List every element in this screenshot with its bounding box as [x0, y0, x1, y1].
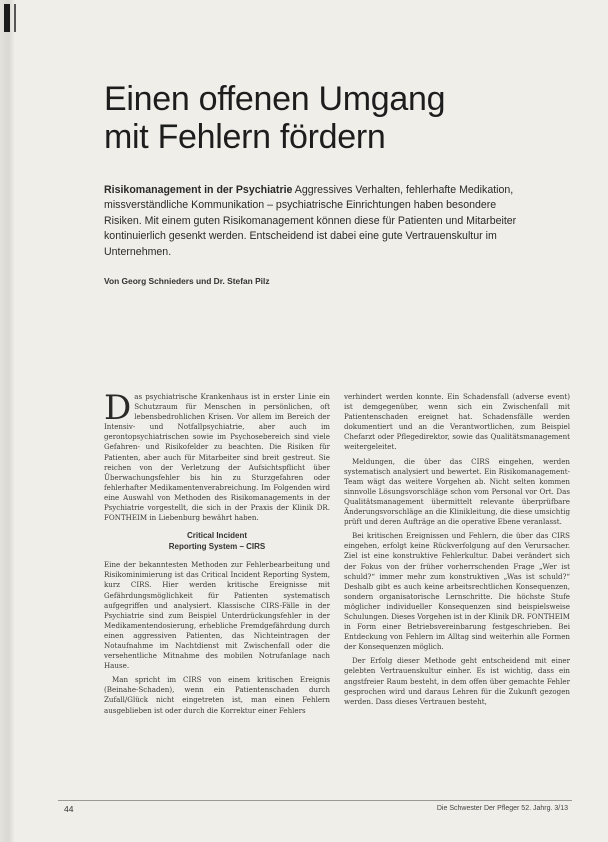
section-heading [104, 531, 330, 552]
lead-label: Risikomanagement in der Psychiatrie [104, 184, 293, 196]
title-line-1: Einen offenen Umgang [104, 80, 446, 118]
column-right [344, 392, 570, 711]
scan-edge [0, 0, 14, 842]
article-title [104, 80, 544, 156]
paragraph: Bei kritischen Ereignissen und Fehlern, die über das CIRS eingehen, erfolgt keine Rückverfolgung auf den Verursacher. Ziel ist eine konstruktive Fehlerkultur. Dabei verändert sich der Fokus von der früher vorherrschenden Frage „Wer ist schuld?“ immer mehr zum konstruktiven „Was ist schuld?“ Deshalb gibt es auch keine arbeitsrechtlichen Konsequenzen, sondern organisatorische Lernschritte. Die höchste Stufe möglicher individueller Konsequenzen sind beispielsweise Schulungen. Dieses Vorgehen ist in der Klinik DR. FONTHEIM in Form einer Betriebsvereinbarung festgeschrieben. Bei Entdeckung von Fehlern im Alltag sind weiterhin alle Formen der Konsequenzen möglich. [344, 531, 570, 652]
journal-reference: Die Schwester Der Pfleger 52. Jahrg. 3/13 [436, 805, 568, 812]
drop-cap: D [104, 388, 132, 428]
paragraph [104, 388, 330, 523]
article-lead [104, 183, 524, 260]
footer-rule [58, 800, 572, 801]
section-heading-line-1: Critical Incident [186, 531, 247, 541]
title-line-2: mit Fehlern fördern [104, 118, 386, 156]
page-number: 44 [64, 804, 74, 814]
section-heading-line-2: Reporting System – CIRS [168, 541, 266, 551]
paragraph: Eine der bekanntesten Methoden zur Fehlerbearbeitung und Risikominimierung ist das Critical Incident Reporting System, kurz CIRS. Hier werden kritische Ereignisse mit Gefährdungsmöglichkeit für Patienten systematisch aufgegriffen und analysiert. Klassische CIRS-Fälle in der Psychiatrie sind zum Beispiel Unterdrückungsfehler in der Medikamentendosierung, erhebliche Fremdgefährdung durch einen aggressiven Patienten, das Nichteintragen der Notaufnahme im Nachtdienst mit Zwischenfall oder die versehentliche Mitnahme des mobilen Notrufanlage nach Hause. [104, 560, 330, 671]
paragraph: Meldungen, die über das CIRS eingehen, werden systematisch analysiert und bewertet. Ein Risikomanagement-Team wägt das weitere Vorgehen ab. Nicht selten kommen sinnvolle Lösungsvorschläge schon vom Personal vor Ort. Das Qualitätsmanagement übermittelt relevante überprüfbare Änderungsvorschläge an die Klinikleitung, die diese umsichtig prüft und deren Aufträge an die operative Ebene veranlasst. [344, 456, 570, 527]
paragraph: Der Erfolg dieser Methode geht entscheidend mit einer gelebten Vertrauenskultur einher. Es ist wichtig, dass ein angstfreier Raum besteht, in dem offen über gemachte Fehler gesprochen wird und daraus Lehren für die Zukunft gezogen werden. Dass dieses Vertrauen besteht, [344, 656, 570, 706]
byline: Von Georg Schnieders und Dr. Stefan Pilz [104, 276, 270, 286]
scan-marker [4, 4, 10, 32]
column-left [104, 388, 330, 720]
paragraph: verhindert werden konnte. Ein Schadensfall (adverse event) ist demgegenüber, wenn sich ein Zwischenfall mit Patientenschaden ereignet hat. Schadensfälle werden dokumentiert und an die Verantwortlichen, zum Beispiel Chefarzt oder Pflegedirektor, sowie das Qualitätsmanagement weitergeleitet. [344, 392, 570, 452]
lead-text: Aggressives Verhalten, fehlerhafte Medikation, missverständliche Kommunikation – psychiatrische Einrichtungen haben besondere Risiken. Mit einem guten Risikomanagement können diese für Patienten und Mitarbeiter kontinuierlich gesenkt werden. Entscheidend ist dabei eine gute Vertrauenskultur im Unternehmen. [104, 184, 517, 258]
paragraph: Man spricht im CIRS von einem kritischen Ereignis (Beinahe-Schaden), wenn ein Patientenschaden durch Zufall/Glück nicht eingetreten ist, man einen Fehlern ausgeblieben ist oder durch die Korrektur einer Fehlers [104, 675, 330, 715]
scan-marker-thin [14, 4, 16, 32]
paragraph-text: as psychiatrische Krankenhaus ist in erster Linie ein Schutzraum für Menschen in persönlichen, oft lebensbedrohlichen Krisen. Vor allem im Bereich der Intensiv- und Notfallpsychiatrie, aber auch im gerontopsychiatrischen sowie im Psychosebereich sind viele Gefahren- und Risikofelder zu beachten. Die Risiken für Patienten, aber auch für Mitarbeiter sind breit gestreut. Sie reichen von der Verletzung der Aufsichtspflicht über Überwachungsfehler bis hin zu Sturzgefahren oder fehlerhafter Medikamentenverabreichung. Im Folgenden wird eine Auswahl von Methoden des Risikomanagements in der Psychiatrie vorgestellt, die sich in der Praxis der Klinik DR. FONTHEIM in Liebenburg bewährt haben. [104, 392, 330, 523]
